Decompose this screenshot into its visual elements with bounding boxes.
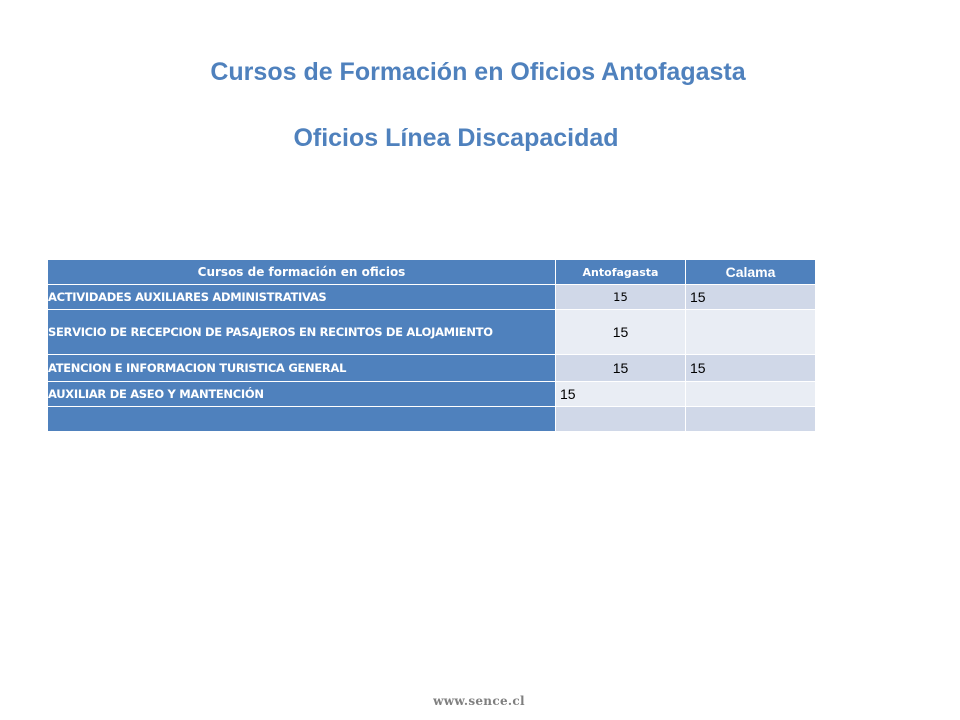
course-name-cell: ACTIVIDADES AUXILIARES ADMINISTRATIVAS <box>48 285 556 310</box>
table-row <box>48 355 816 382</box>
footer-url: www.sence.cl <box>433 694 525 708</box>
column-header-calama: Calama <box>686 260 816 285</box>
antofagasta-cell: 15 <box>556 285 686 310</box>
calama-cell <box>686 310 816 355</box>
table-row <box>48 310 816 355</box>
page-title: Cursos de Formación en Oficios Antofagasta <box>210 58 746 86</box>
antofagasta-cell: 15 <box>556 382 686 407</box>
course-name-cell: ATENCION E INFORMACION TURISTICA GENERAL <box>48 355 556 382</box>
table-header-row <box>48 260 816 285</box>
course-name-cell: AUXILIAR DE ASEO Y MANTENCIÓN <box>48 382 556 407</box>
calama-cell: 15 <box>686 285 816 310</box>
course-name-cell <box>48 407 556 432</box>
calama-cell <box>686 407 816 432</box>
calama-cell <box>686 382 816 407</box>
column-header-courses: Cursos de formación en oficios <box>48 260 556 285</box>
table-row <box>48 407 816 432</box>
page-subtitle: Oficios Línea Discapacidad <box>293 124 619 152</box>
table-row <box>48 285 816 310</box>
calama-cell: 15 <box>686 355 816 382</box>
antofagasta-cell <box>556 407 686 432</box>
column-header-antofagasta: Antofagasta <box>556 260 686 285</box>
course-name-cell: SERVICIO DE RECEPCION DE PASAJEROS EN RECINTOS DE ALOJAMIENTO <box>48 310 556 355</box>
antofagasta-cell: 15 <box>556 355 686 382</box>
antofagasta-cell: 15 <box>556 310 686 355</box>
courses-table <box>47 259 816 432</box>
table-row <box>48 382 816 407</box>
